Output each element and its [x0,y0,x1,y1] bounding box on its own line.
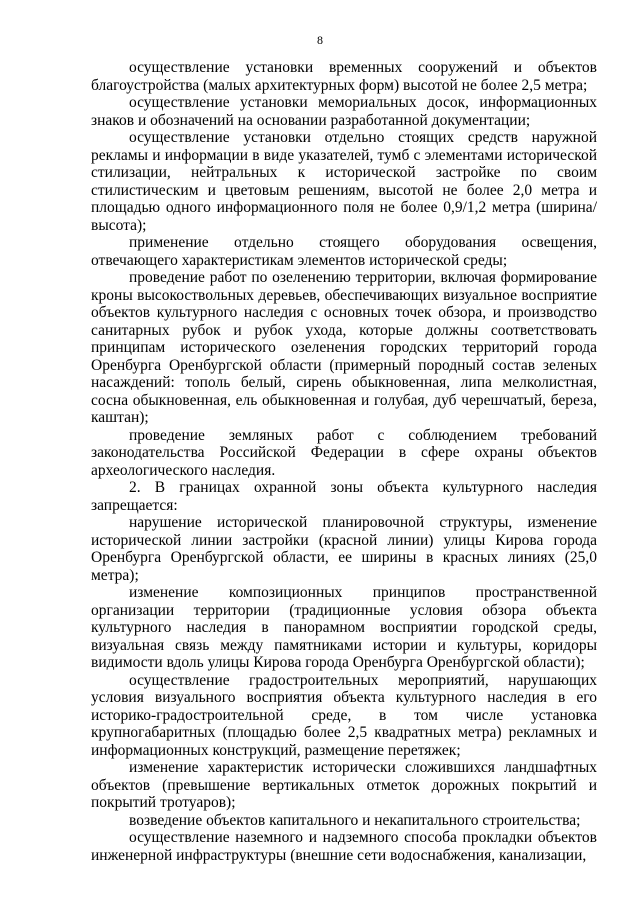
paragraph: проведение работ по озеленению территории, включая формирование кроны высокоствольных деревьев, обеспечивающих визуальное восприятие объектов культурного наследия с основных точек обзора, и производство санитарных рубок и рубок ухода, которые должны соответствовать принципам исторического озеленения городских территорий города Оренбурга Оренбургской области (примерный породный состав зеленых насаждений: тополь белый, сирень обыкновенная, липа мелколистная, сосна обыкновенная, ель обыкновенная и голубая, дуб черешчатый, береза, каштан); [91,269,597,426]
paragraph: изменение характеристик исторически сложившихся ландшафтных объектов (превышение вертикальных отметок дорожных покрытий и покрытий тротуаров); [91,759,597,811]
paragraph: осуществление установки мемориальных досок, информационных знаков и обозначений на основании разработанной документации; [91,94,597,129]
paragraph: осуществление установки отдельно стоящих средств наружной рекламы и информации в виде указателей, тумб с элементами исторической стилизации, нейтральных к исторической застройке по своим стилистическим и цветовым решениям, высотой не более 2,0 метра и площадью одного информационного поля не более 0,9/1,2 метра (ширина/высота); [91,129,597,234]
paragraph: применение отдельно стоящего оборудования освещения, отвечающего характеристикам элементов исторической среды; [91,234,597,269]
page-number: 8 [317,33,323,47]
paragraph: проведение земляных работ с соблюдением требований законодательства Российской Федерации в сфере охраны объектов археологического наследия. [91,426,597,479]
paragraph: осуществление наземного и надземного способа прокладки объектов инженерной инфраструктуры (внешние сети водоснабжения, канализации, [91,829,597,864]
document-body [91,59,597,864]
paragraph: осуществление градостроительных мероприятий, нарушающих условия визуального восприятия объекта культурного наследия в его историко-градостроительной среде, в том числе установка крупногабаритных (площадью более 2,5 квадратных метра) рекламных и информационных конструкций, размещение перетяжек; [91,671,597,759]
paragraph: осуществление установки временных сооружений и объектов благоустройства (малых архитектурных форм) высотой не более 2,5 метра; [91,59,597,94]
paragraph: нарушение исторической планировочной структуры, изменение исторической линии застройки (красной линии) улицы Кирова города Оренбурга Оренбургской области, ее ширины в красных линиях (25,0 метра); [91,514,597,584]
section-heading-paragraph: 2. В границах охранной зоны объекта культурного наследия запрещается: [91,479,597,514]
paragraph: изменение композиционных принципов пространственной организации территории (традиционные условия обзора объекта культурного наследия в панорамном восприятии городской среды, визуальная связь между памятниками истории и культуры, коридоры видимости вдоль улицы Кирова города Оренбурга Оренбургской области); [91,584,597,671]
paragraph: возведение объектов капитального и некапитального строительства; [129,811,581,829]
